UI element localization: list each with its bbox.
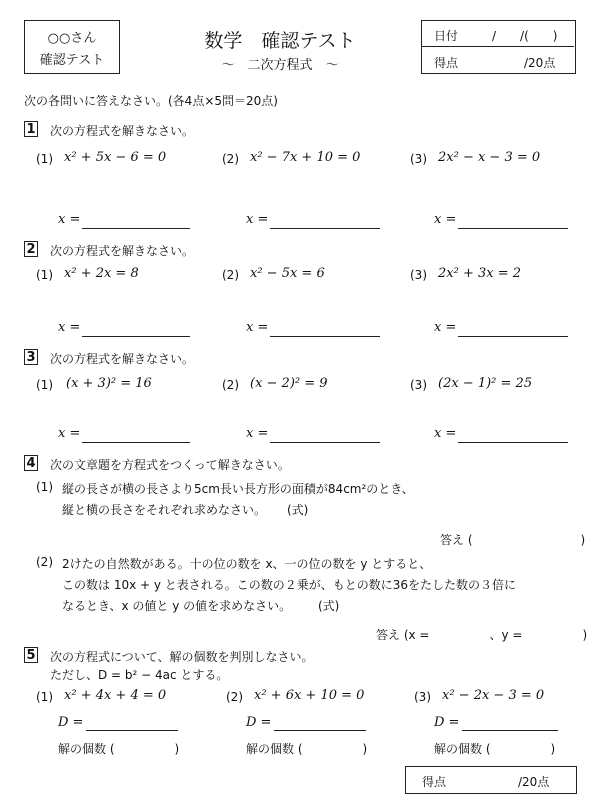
q3-number: 3 — [24, 349, 38, 365]
q4-2-formula-tag: (式) — [318, 599, 340, 613]
q1-3-answer-line[interactable] — [458, 228, 568, 229]
q3-1-equation: (x + 3)² = 16 — [66, 376, 152, 391]
q2-3-equation: 2x² + 3x = 2 — [438, 266, 522, 281]
q1-number: 1 — [24, 121, 38, 137]
q3-1-label: (1) — [36, 378, 53, 392]
q2-1-answer-line[interactable] — [82, 336, 190, 337]
footer-score-label: 得点 — [422, 775, 447, 789]
q3-3-answer-label: x = — [434, 426, 457, 441]
q1-3-equation: 2x² − x − 3 = 0 — [438, 150, 541, 165]
q2-3-answer-line[interactable] — [458, 336, 568, 337]
q4-1-text-line2: 縦と横の長さをそれぞれ求めなさい。 — [62, 503, 267, 517]
q4-2-answer[interactable]: 答え (x = 、y = ) — [376, 628, 588, 642]
q4-1-formula-tag: (式) — [287, 503, 309, 517]
date-slots: / /( ) — [492, 29, 558, 43]
q1-2-answer-label: x = — [246, 212, 269, 227]
q3-2-label: (2) — [222, 378, 239, 392]
q3-1-answer-line[interactable] — [82, 442, 190, 443]
q5-3-label: (3) — [414, 690, 431, 704]
q5-2-d-label: D = — [246, 715, 272, 730]
q5-2-d-line[interactable] — [274, 730, 366, 731]
footer-score-total: /20点 — [518, 775, 550, 789]
q5-2-label: (2) — [226, 690, 243, 704]
q2-3-answer-label: x = — [434, 320, 457, 335]
q5-2-solution-count[interactable]: 解の個数 ( ) — [246, 742, 368, 756]
q1-3-answer-label: x = — [434, 212, 457, 227]
page-title: 数学 確認テスト — [204, 30, 356, 52]
footer-score-box — [405, 766, 577, 794]
q5-1-d-line[interactable] — [86, 730, 178, 731]
q4-2-text-line3: なるとき、x の値と y の値を求めなさい。 — [62, 599, 292, 613]
q2-prompt: 次の方程式を解きなさい。 — [50, 244, 195, 258]
q2-number: 2 — [24, 241, 38, 257]
q5-1-label: (1) — [36, 690, 53, 704]
q2-3-label: (3) — [410, 268, 427, 282]
q2-1-answer-label: x = — [58, 320, 81, 335]
q5-1-equation: x² + 4x + 4 = 0 — [64, 688, 167, 703]
q1-3-label: (3) — [410, 152, 427, 166]
badge-line1: ○○さん — [47, 31, 97, 46]
q5-3-d-label: D = — [434, 715, 460, 730]
q4-1-text-line1: 縦の長さが横の長さより5cm長い長方形の面積が84cm²のとき、 — [62, 482, 414, 496]
q4-prompt: 次の文章題を方程式をつくって解きなさい。 — [50, 458, 290, 472]
q1-1-answer-line[interactable] — [82, 228, 190, 229]
q3-2-equation: (x − 2)² = 9 — [250, 376, 328, 391]
q5-2-equation: x² + 6x + 10 = 0 — [254, 688, 365, 703]
q3-1-answer-label: x = — [58, 426, 81, 441]
badge-line2: 確認テスト — [39, 53, 105, 68]
q2-2-answer-line[interactable] — [270, 336, 380, 337]
q1-1-label: (1) — [36, 152, 53, 166]
q2-1-label: (1) — [36, 268, 53, 282]
name-badge — [24, 20, 120, 74]
q5-1-d-label: D = — [58, 715, 84, 730]
q2-2-equation: x² − 5x = 6 — [250, 266, 325, 281]
q4-2-label: (2) — [36, 555, 53, 569]
score-total: /20点 — [524, 56, 556, 70]
q5-prompt-line1: 次の方程式について、解の個数を判別しなさい。 — [50, 650, 314, 664]
q1-2-answer-line[interactable] — [270, 228, 380, 229]
q3-2-answer-line[interactable] — [270, 442, 380, 443]
instructions: 次の各問いに答えなさい。(各4点×5問＝20点) — [24, 94, 278, 108]
q3-prompt: 次の方程式を解きなさい。 — [50, 352, 195, 366]
q5-prompt-line2: ただし、D = b² − 4ac とする。 — [50, 668, 229, 682]
q5-3-solution-count[interactable]: 解の個数 ( ) — [434, 742, 556, 756]
q1-1-equation: x² + 5x − 6 = 0 — [64, 150, 167, 165]
date-label: 日付 — [434, 29, 459, 43]
q4-number: 4 — [24, 455, 38, 471]
q4-1-answer[interactable]: 答え ( ) — [440, 533, 586, 547]
q1-2-label: (2) — [222, 152, 239, 166]
q4-2-text-line2: この数は 10x + y と表される。この数の２乗が、もとの数に36をたした数の３倍に — [62, 578, 517, 592]
q2-2-answer-label: x = — [246, 320, 269, 335]
q5-3-equation: x² − 2x − 3 = 0 — [442, 688, 545, 703]
page-subtitle: ～ 二次方程式 ～ — [221, 58, 339, 73]
q4-2-text-line1: 2けたの自然数がある。十の位の数を x、一の位の数を y とすると、 — [62, 557, 432, 571]
q2-2-label: (2) — [222, 268, 239, 282]
q3-3-label: (3) — [410, 378, 427, 392]
q1-1-answer-label: x = — [58, 212, 81, 227]
q1-prompt: 次の方程式を解きなさい。 — [50, 124, 195, 138]
q5-1-solution-count[interactable]: 解の個数 ( ) — [58, 742, 180, 756]
q5-number: 5 — [24, 647, 38, 663]
date-score-box — [421, 20, 576, 74]
q2-1-equation: x² + 2x = 8 — [64, 266, 139, 281]
q4-1-label: (1) — [36, 480, 53, 494]
q3-3-equation: (2x − 1)² = 25 — [438, 376, 533, 391]
date-score-divider — [422, 46, 574, 47]
q3-2-answer-label: x = — [246, 426, 269, 441]
q1-2-equation: x² − 7x + 10 = 0 — [250, 150, 361, 165]
score-label: 得点 — [434, 56, 459, 70]
q3-3-answer-line[interactable] — [458, 442, 568, 443]
q5-3-d-line[interactable] — [462, 730, 558, 731]
